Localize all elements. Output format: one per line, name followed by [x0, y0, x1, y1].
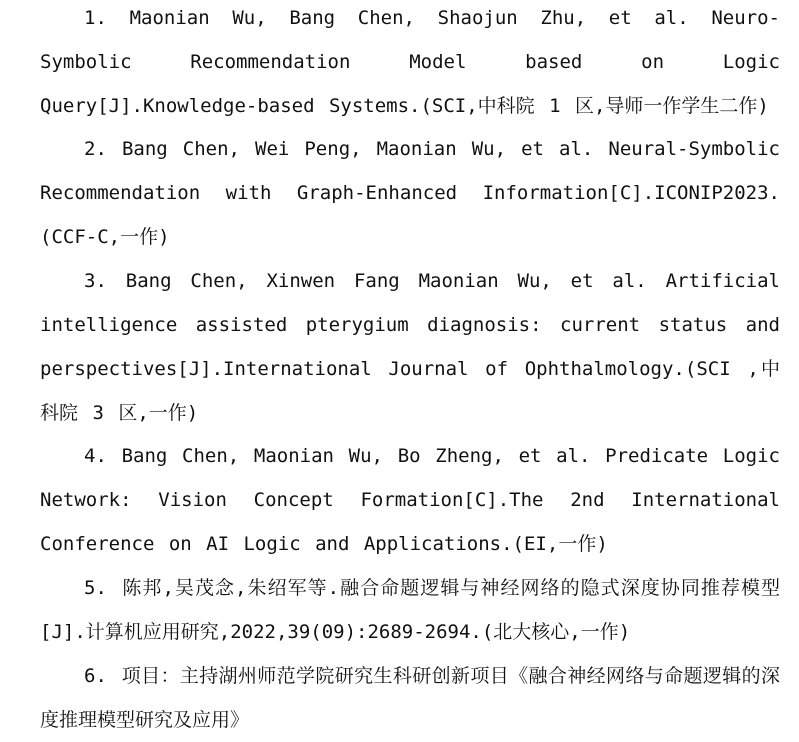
reference-item — [40, 127, 780, 259]
reference-number: 6. — [84, 665, 107, 687]
reference-number: 4. — [84, 445, 107, 467]
reference-text: Bang Chen, Maonian Wu, Bo Zheng, et al. Predicate Logic Network: Vision Concept Formation[C].The 2nd International Conference on AI Logic and Applications.(EI,一作) — [40, 445, 780, 555]
reference-text: Maonian Wu, Bang Chen, Shaojun Zhu, et al. Neuro-Symbolic Recommendation Model based on Logic Query[J].Knowledge-based Systems.(SCI,中科院 1 区,导师一作学生二作) — [40, 7, 780, 117]
reference-number: 3. — [84, 270, 107, 292]
project-text: 项目：主持湖州师范学院研究生科研创新项目《融合神经网络与命题逻辑的深度推理模型研究及应用》 — [40, 665, 780, 731]
reference-number: 5. — [84, 577, 107, 599]
project-item — [40, 654, 780, 742]
reference-item — [40, 0, 780, 128]
reference-item — [40, 259, 780, 435]
reference-number: 2. — [84, 138, 107, 160]
reference-text: 陈邦,吴茂念,朱绍军等.融合命题逻辑与神经网络的隐式深度协同推荐模型[J].计算机应用研究,2022,39(09):2689-2694.(北大核心,一作) — [40, 577, 780, 643]
reference-item — [40, 566, 780, 654]
reference-item — [40, 434, 780, 566]
reference-text: Bang Chen, Xinwen Fang Maonian Wu, et al. Artificial intelligence assisted pterygium diagnosis: current status and perspectives[J].International Journal of Ophthalmology.(SCI ,中科院 3 区,一作) — [40, 270, 780, 424]
reference-text: Bang Chen, Wei Peng, Maonian Wu, et al. Neural-Symbolic Recommendation with Graph-Enhanced Information[C].ICONIP2023.(CCF-C,一作) — [40, 138, 780, 248]
reference-number: 1. — [84, 7, 107, 29]
